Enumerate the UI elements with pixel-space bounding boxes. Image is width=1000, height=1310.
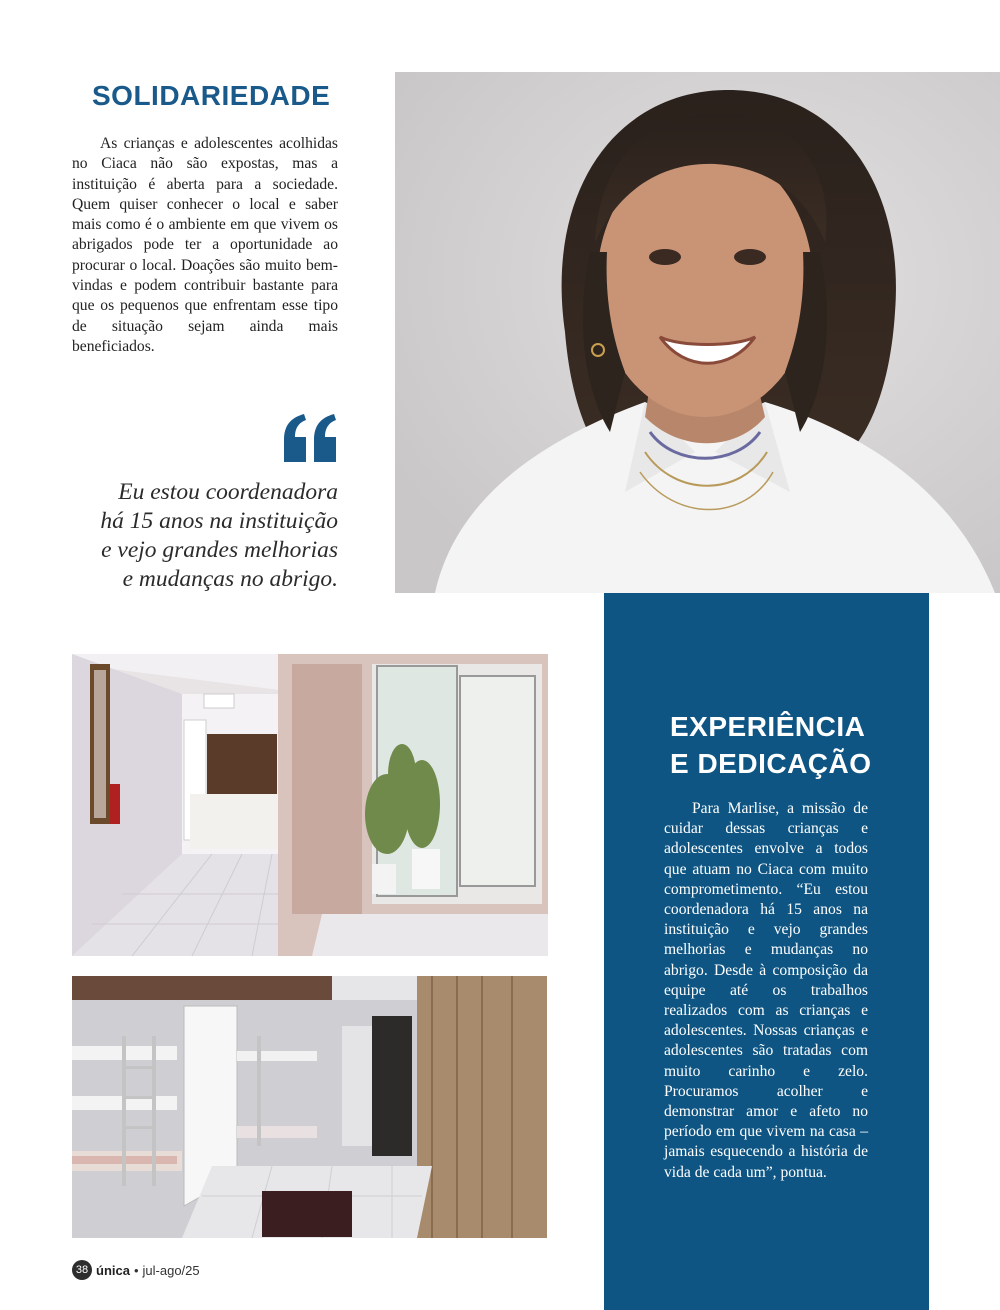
heading-line: E DEDICAÇÃO bbox=[670, 748, 872, 779]
pull-quote bbox=[60, 478, 338, 594]
footer-separator: • bbox=[133, 1262, 139, 1278]
hallway-photo bbox=[72, 654, 548, 956]
pull-quote-line: há 15 anos na instituição bbox=[100, 508, 338, 534]
section-heading-solidariedade: SOLIDARIEDADE bbox=[92, 80, 331, 111]
page-number: 38 bbox=[72, 1260, 92, 1280]
solidariedade-body-text: As crianças e adolescentes acolhidas no Ciaca não são expostas, mas a instituição é aberta para a sociedade. Quem quiser conhecer o local e saber mais como é o ambiente em que vivem os abrigados pode ter a oportunidade ao procurar o local. Doações são muito bem-vindas e podem contribuir bastante para que os pequenos que enfrentam esse tipo de situação sejam ainda mais beneficiados. bbox=[72, 135, 338, 355]
magazine-brand: única bbox=[96, 1262, 130, 1278]
issue-date: jul-ago/25 bbox=[142, 1262, 200, 1278]
experiencia-body-text: Para Marlise, a missão de cuidar dessas crianças e adolescentes envolve a todos que atuam no Ciaca com muito comprometimento. “Eu estou coordenadora há 15 anos na instituição e vejo grandes melhorias e mudanças no abrigo. Desde à composição da equipe até os trabalhos realizados com as crianças e adolescentes. Nossas crianças e adolescentes são tratadas com muito carinho e zelo. Procuramos acolher e demonstrar amor e afeto no período em que vivem na casa – jamais esquecendo a história de vida de cada um”, pontua. bbox=[664, 800, 868, 1181]
heading-line: EXPERIÊNCIA bbox=[670, 711, 866, 742]
bedroom-photo bbox=[72, 976, 547, 1238]
portrait-photo bbox=[395, 72, 1000, 593]
pull-quote-line: e mudanças no abrigo. bbox=[122, 566, 338, 592]
quote-icon bbox=[280, 410, 340, 466]
pull-quote-line: Eu estou coordenadora bbox=[118, 479, 338, 505]
pull-quote-line: e vejo grandes melhorias bbox=[101, 537, 338, 563]
section-heading-experiencia bbox=[670, 708, 880, 782]
page-footer bbox=[72, 1260, 200, 1280]
